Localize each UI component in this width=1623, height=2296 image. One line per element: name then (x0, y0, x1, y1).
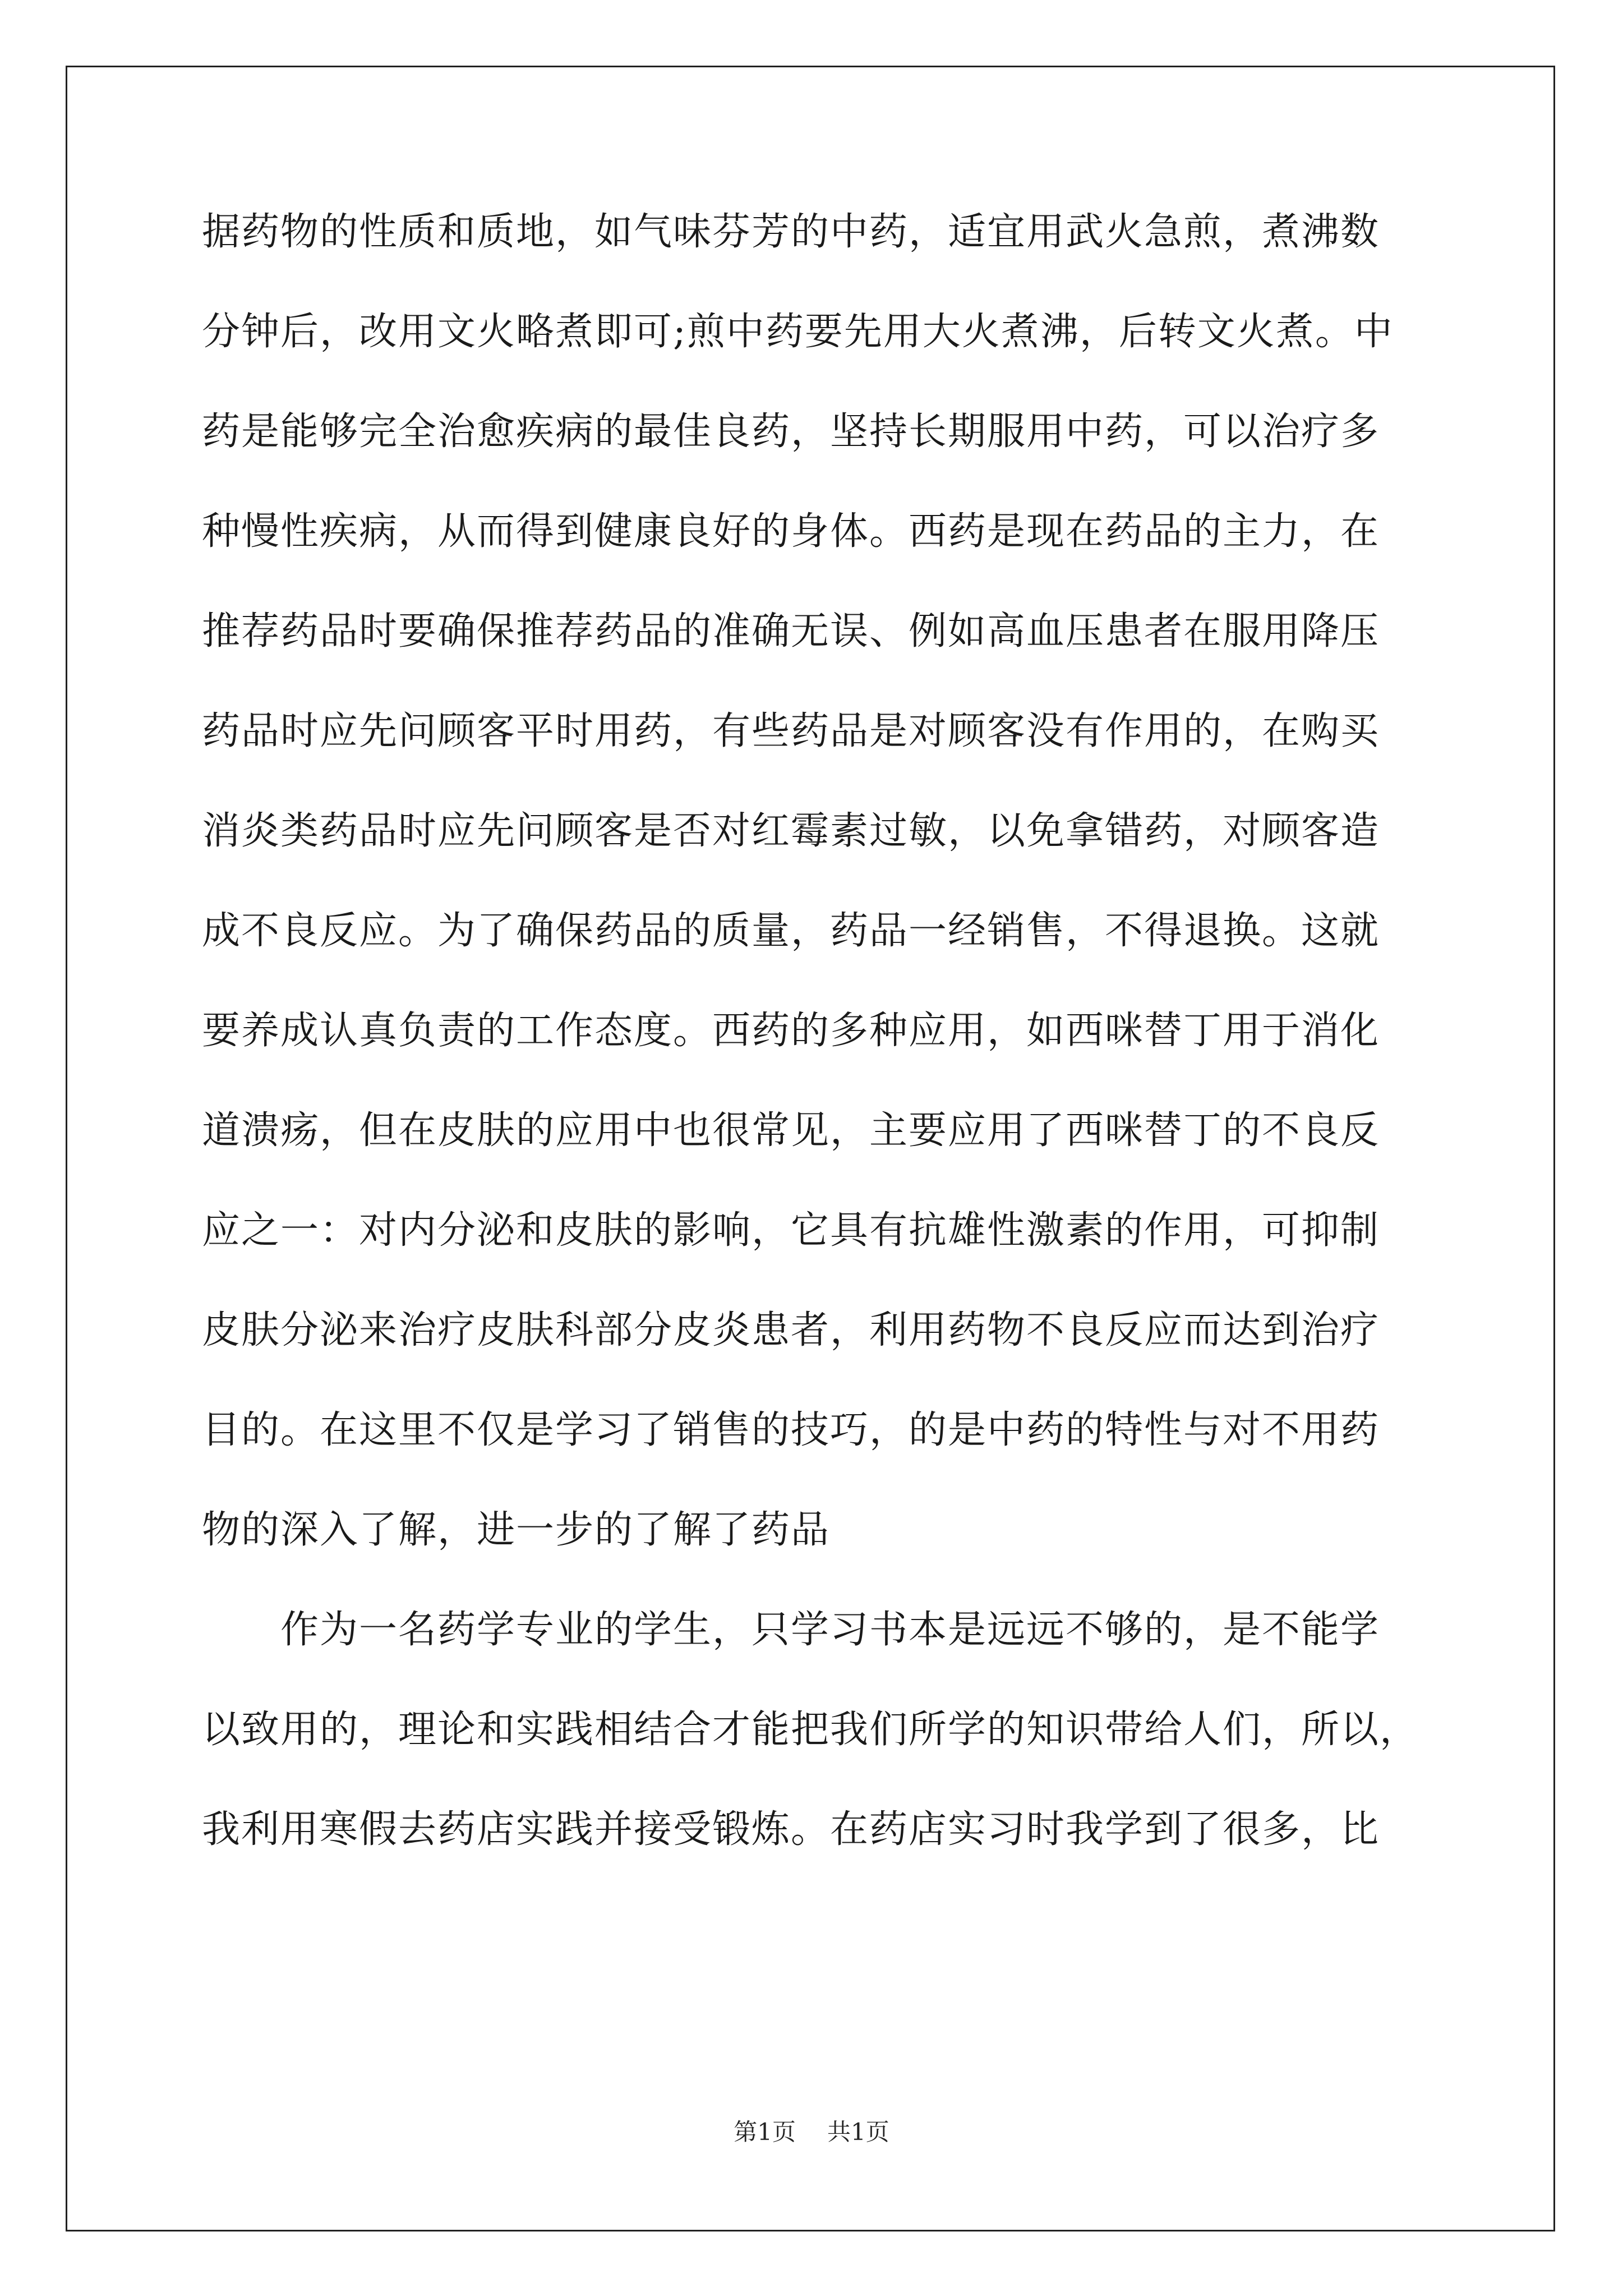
text-line: 物的深入了解，进一步的了解了药品 (202, 1508, 831, 1552)
text-line: 我利用寒假去药店实践并接受锻炼。在药店实习时我学到了很多，比 (202, 1807, 1380, 1852)
text-line: 成不良反应。为了确保药品的质量，药品一经销售，不得退换。这就 (202, 909, 1380, 953)
text-line: 道溃疡，但在皮肤的应用中也很常见，主要应用了西咪替丁的不良反 (202, 1108, 1380, 1153)
text-line: 药品时应先问顾客平时用药，有些药品是对顾客没有作用的，在购买 (202, 709, 1380, 753)
text-line: 皮肤分泌来治疗皮肤科部分皮炎患者，利用药物不良反应而达到治疗 (202, 1308, 1380, 1352)
text-line: 消炎类药品时应先问顾客是否对红霉素过敏，以免拿错药，对顾客造 (202, 809, 1380, 853)
text-line: 要养成认真负责的工作态度。西药的多种应用，如西咪替丁用于消化 (202, 1009, 1380, 1053)
text-line: 分钟后，改用文火略煮即可;煎中药要先用大火煮沸，后转文火煮。中 (202, 310, 1394, 354)
page-footer (0, 2114, 1623, 2147)
text-line: 药是能够完全治愈疾病的最佳良药，坚持长期服用中药，可以治疗多 (202, 409, 1380, 454)
text-line: 目的。在这里不仅是学习了销售的技巧，的是中药的特性与对不用药 (202, 1408, 1380, 1452)
text-line: 种慢性疾病，从而得到健康良好的身体。西药是现在药品的主力，在 (202, 509, 1380, 554)
document-body (202, 210, 1424, 1911)
text-line: 推荐药品时要确保推荐药品的准确无误、例如高血压患者在服用降压 (202, 609, 1380, 654)
text-line: 应之一：对内分泌和皮肤的影响，它具有抗雄性激素的作用，可抑制 (202, 1208, 1380, 1253)
page-total: 共1页 (827, 2118, 889, 2146)
text-line: 以致用的，理论和实践相结合才能把我们所学的知识带给人们，所以， (202, 1708, 1419, 1752)
text-line: 据药物的性质和质地，如气味芬芳的中药，适宜用武火急煎，煮沸数 (202, 210, 1380, 254)
paragraph-first-line: 作为一名药学专业的学生，只学习书本是远远不够的，是不能学 (280, 1608, 1380, 1652)
page-number: 第1页 (734, 2118, 796, 2146)
